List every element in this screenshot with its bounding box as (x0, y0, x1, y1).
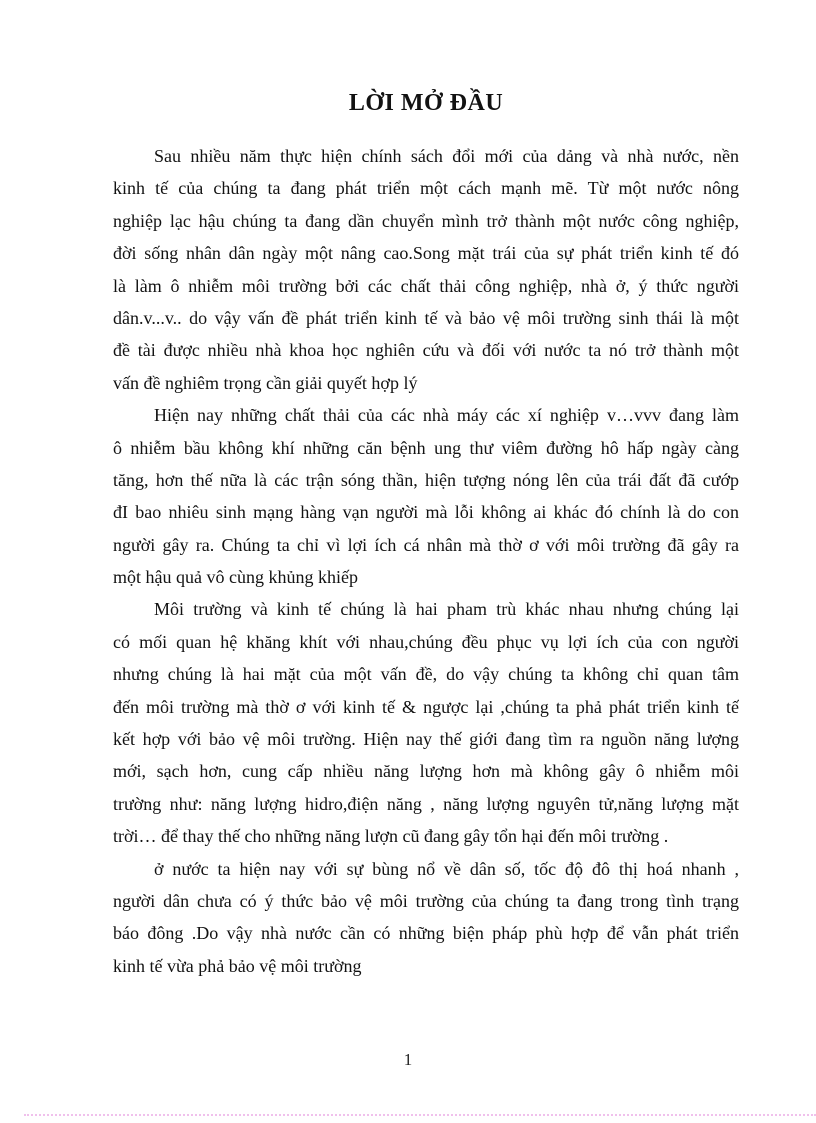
text-line: mới, sạch hơn, cung cấp nhiều năng lượng hơn mà không gây ô nhiễm môi (113, 761, 739, 782)
page-title: LỜI MỞ ĐẦU (348, 90, 504, 116)
text-line: ở nước ta hiện nay với sự bùng nổ về dân số, tốc độ đô thị hoá nhanh , (154, 858, 739, 879)
text-line: báo đông .Do vậy nhà nước cần có những biện pháp phù hợp để vẫn phát triển (113, 923, 739, 944)
text-line: kinh tế vừa phả bảo vệ môi trường (113, 955, 362, 976)
paragraph (113, 593, 739, 852)
paragraph (113, 399, 739, 593)
paragraph (113, 140, 739, 399)
text-line: Môi trường và kinh tế chúng là hai pham trù khác nhau nhưng chúng lại (154, 599, 739, 620)
text-line: đời sống nhân dân ngày một nâng cao.Song mặt trái của sự phát triển kinh tế đó (113, 243, 739, 264)
text-line: trường như: năng lượng hidro,điện năng , năng lượng nguyên tử,năng lượng mặt (113, 793, 739, 814)
text-line: trời… để thay thế cho những năng lượn cũ đang gây tổn hại đến môi trường . (113, 826, 669, 847)
text-line: đề tài được nhiều nhà khoa học nghiên cứu và đối với nước ta nó trở thành một (113, 340, 739, 361)
text-line: ô nhiễm bầu không khí những căn bệnh ung thư viêm đường hô hấp ngày càng (113, 437, 739, 458)
text-line: người gây ra. Chúng ta chỉ vì lợi ích cá nhân mà thờ ơ với môi trường đã gây ra (113, 534, 739, 555)
text-line: vấn đề nghiêm trọng cần giải quyết hợp lý (113, 372, 418, 393)
text-line: kết hợp với bảo vệ môi trường. Hiện nay thế giới đang tìm ra nguồn năng lượng (113, 729, 739, 750)
text-line: tăng, hơn thế nữa là các trận sóng thần, hiện tượng nóng lên của trái đất đã cướp (113, 469, 739, 490)
text-line: người dân chưa có ý thức bảo vệ môi trường của chúng ta đang trong tình trạng (113, 890, 739, 911)
text-line: đI bao nhiêu sinh mạng hàng vạn người mà lỗi không ai khác đó chính là do con (113, 502, 739, 523)
page-number: 1 (403, 1050, 413, 1069)
text-line: kinh tế của chúng ta đang phát triển một cách mạnh mẽ. Từ một nước nông (113, 178, 739, 199)
text-line: đến môi trường mà thờ ơ với kinh tế & ngược lại ,chúng ta phả phát triển kinh tế (113, 696, 739, 717)
text-line: dân.v...v.. do vậy vấn đề phát triển kinh tế và bảo vệ môi trường sinh thái là một (113, 307, 739, 328)
footer-dotted-divider (24, 1114, 816, 1116)
text-line: có mối quan hệ khăng khít với nhau,chúng đều phục vụ lợi ích của con người (113, 631, 739, 652)
text-line: nhưng chúng là hai mặt của một vấn đề, do vậy chúng ta không chỉ quan tâm (113, 664, 739, 685)
text-line: là làm ô nhiễm môi trường bởi các chất thải công nghiệp, nhà ở, ý thức người (113, 275, 739, 296)
paragraph (113, 853, 739, 983)
text-line: một hậu quả vô cùng khủng khiếp (113, 567, 358, 588)
text-line: nghiệp lạc hậu chúng ta đang dần chuyển mình trở thành một nước công nghiệp, (113, 210, 739, 231)
page-content (113, 88, 739, 982)
text-line: Sau nhiều năm thực hiện chính sách đổi mới của dảng và nhà nước, nền (154, 146, 739, 166)
text-line: Hiện nay những chất thải của các nhà máy các xí nghiệp v…vvv đang làm (154, 405, 739, 426)
